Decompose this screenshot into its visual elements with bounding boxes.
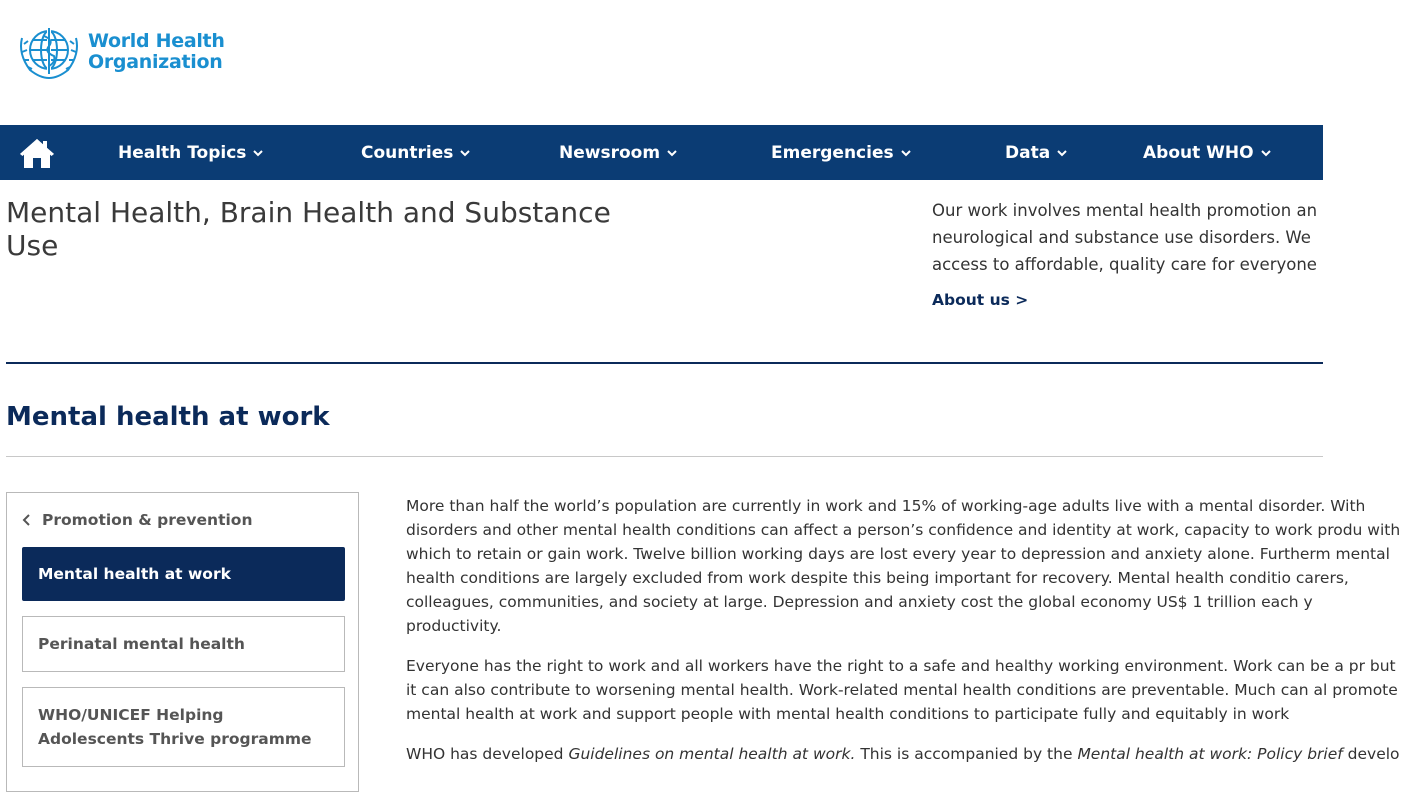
- logo-line-2: Organization: [88, 51, 223, 73]
- nav-health-topics[interactable]: [118, 125, 264, 180]
- main-navbar: [0, 125, 1323, 180]
- nav-label: Newsroom: [559, 142, 661, 163]
- nav-emergencies[interactable]: [771, 125, 912, 180]
- guidelines-link[interactable]: Guidelines on mental health at work.: [568, 745, 856, 763]
- chevron-down-icon: [1056, 147, 1068, 159]
- section-divider: [6, 362, 1323, 364]
- logo-line-1: World Health: [88, 30, 225, 52]
- nav-data[interactable]: [1005, 125, 1068, 180]
- nav-label: Data: [1005, 142, 1051, 163]
- nav-countries[interactable]: [361, 125, 471, 180]
- who-emblem-icon: [16, 22, 82, 82]
- sidebar-item-label: Mental health at work: [38, 565, 231, 583]
- intro-line: access to affordable, quality care for everyone: [932, 255, 1317, 274]
- nav-label: Health Topics: [118, 142, 247, 163]
- section-title: Mental health at work: [6, 402, 330, 432]
- content-paragraph: More than half the world’s population are currently in work and 15% of working-age adults live with a mental disorder. With disorders and other mental health conditions can affect a person’s confidence and identity at work, capacity to work produ with which to retain or gain work. Twelve billion working days are lost every year to depression and anxiety alone. Furtherm mental health conditions are largely excluded from work despite this being important for recovery. Mental health conditio carers, colleagues, communities, and society at large. Depression and anxiety cost the global economy US$ 1 trillion each y productivity.: [406, 497, 1401, 635]
- sidebar-item-label: WHO/UNICEF Helping Adolescents Thrive programme: [38, 706, 312, 748]
- sidebar-item-label: Perinatal mental health: [38, 635, 245, 653]
- home-button[interactable]: [18, 136, 56, 170]
- chevron-down-icon: [1260, 147, 1272, 159]
- paragraph-text: This is accompanied by the: [855, 745, 1078, 763]
- chevron-down-icon: [666, 147, 678, 159]
- intro-line: Our work involves mental health promotion an: [932, 201, 1318, 220]
- page-title: Mental Health, Brain Health and Substance Use: [6, 196, 611, 262]
- paragraph-text: WHO has developed: [406, 745, 569, 763]
- content-paragraph: [406, 742, 1406, 766]
- back-link-label: Promotion & prevention: [42, 511, 253, 529]
- about-us-link[interactable]: About us >: [932, 291, 1029, 309]
- content-paragraph: Everyone has the right to work and all workers have the right to a safe and healthy working environment. Work can be a pr but it can also contribute to worsening mental health. Work-related mental health conditions are preventable. Much can al promote mental health at work and support people with mental health conditions to participate fully and equitably in work: [406, 657, 1398, 723]
- who-logo[interactable]: [16, 22, 225, 82]
- intro-text: [932, 197, 1352, 278]
- chevron-down-icon: [252, 147, 264, 159]
- nav-label: Countries: [361, 142, 454, 163]
- home-icon: [18, 136, 56, 170]
- nav-label: Emergencies: [771, 142, 894, 163]
- chevron-down-icon: [900, 147, 912, 159]
- nav-label: About WHO: [1143, 142, 1254, 163]
- title-divider: [6, 456, 1323, 457]
- back-to-promotion-link[interactable]: [22, 511, 252, 529]
- sidebar-item-helping-adolescents-thrive[interactable]: [22, 687, 345, 767]
- chevron-down-icon: [459, 147, 471, 159]
- nav-newsroom[interactable]: [559, 125, 678, 180]
- sidebar-item-perinatal-mental-health[interactable]: [22, 616, 345, 672]
- paragraph-text: develo: [1342, 745, 1400, 763]
- main-content: [406, 494, 1401, 782]
- policy-brief-link[interactable]: Mental health at work: Policy brief: [1077, 745, 1343, 763]
- sidebar-nav: [6, 492, 359, 792]
- sidebar-item-mental-health-at-work[interactable]: [22, 547, 345, 601]
- chevron-left-icon: [22, 514, 32, 526]
- nav-about-who[interactable]: [1143, 125, 1272, 180]
- intro-line: neurological and substance use disorders. We: [932, 228, 1311, 247]
